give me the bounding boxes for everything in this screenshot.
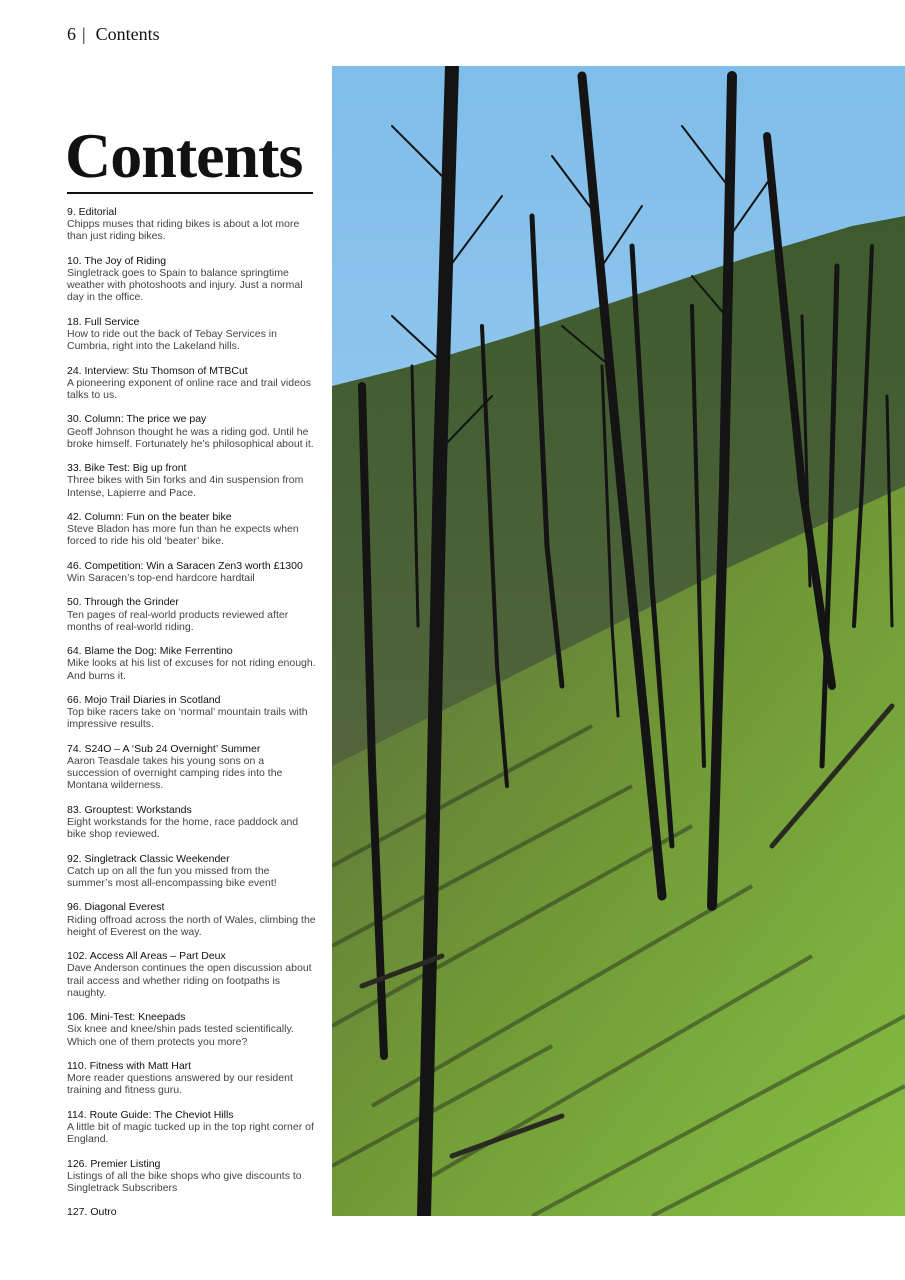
toc-entry[interactable] bbox=[67, 804, 317, 841]
toc-entry-heading: 96. Diagonal Everest bbox=[67, 901, 165, 914]
toc-entry-description: Top bike racers take on ‘normal’ mountain trails with impressive results. bbox=[67, 706, 308, 731]
toc-entry[interactable] bbox=[67, 694, 317, 731]
page-number: 6 bbox=[67, 24, 76, 44]
toc-entry-heading: 110. Fitness with Matt Hart bbox=[67, 1059, 192, 1072]
toc-entry-heading: 42. Column: Fun on the beater bike bbox=[67, 510, 232, 523]
burned-forest-photo bbox=[332, 66, 905, 1216]
toc-entry[interactable] bbox=[67, 645, 317, 682]
toc-entry[interactable] bbox=[67, 853, 317, 890]
toc-entry-heading: 18. Full Service bbox=[67, 315, 140, 328]
toc-entry-description: Aaron Teasdale takes his young sons on a succession of overnight camping rides into the Montana wilderness. bbox=[67, 754, 283, 792]
toc-entry-heading: 126. Premier Listing bbox=[67, 1157, 161, 1170]
toc-entry-heading: 33. Bike Test: Big up front bbox=[67, 462, 187, 475]
toc-entry-heading: 9. Editorial bbox=[67, 206, 117, 218]
toc-entry[interactable] bbox=[67, 1158, 317, 1195]
running-head bbox=[67, 24, 160, 45]
toc-entry-description: Riding offroad across the north of Wales, climbing the height of Everest on the way. bbox=[67, 913, 316, 938]
page-title: Contents bbox=[65, 120, 303, 191]
toc-entry-heading: 102. Access All Areas – Part Deux bbox=[67, 950, 226, 963]
toc-entry-heading: 83. Grouptest: Workstands bbox=[67, 803, 192, 816]
toc-entry[interactable] bbox=[67, 511, 317, 548]
toc-entry-description: How to ride out the back of Tebay Services in Cumbria, right into the Lakeland hills. bbox=[67, 328, 277, 353]
toc-entry-heading: 106. Mini-Test: Kneepads bbox=[67, 1011, 186, 1024]
toc-entry-heading: 92. Singletrack Classic Weekender bbox=[67, 852, 230, 865]
toc-entry[interactable] bbox=[67, 950, 317, 999]
toc-entry-heading: 50. Through the Grinder bbox=[67, 596, 179, 609]
toc-entry-description: Mike looks at his list of excuses for not riding enough. And burns it. bbox=[67, 657, 316, 682]
toc-entry-description: Geoff Johnson thought he was a riding god. Until he broke himself. Fortunately he’s philosophical about it. bbox=[67, 425, 314, 450]
toc-entry-heading: 114. Route Guide: The Cheviot Hills bbox=[67, 1108, 234, 1121]
toc-entry-heading: 64. Blame the Dog: Mike Ferrentino bbox=[67, 645, 233, 658]
toc-entry-description: Win Saracen’s top-end hardcore hardtail bbox=[67, 571, 255, 584]
toc-entry[interactable] bbox=[67, 560, 317, 584]
page-number-separator: | bbox=[82, 24, 86, 44]
toc-entry[interactable] bbox=[67, 255, 317, 304]
toc-entry-description: Chipps muses that riding bikes is about a lot more than just riding bikes. bbox=[67, 218, 300, 243]
toc-entry-description: Eight workstands for the home, race paddock and bike shop reviewed. bbox=[67, 815, 299, 841]
toc-entry-description: More reader questions answered by our resident training and fitness guru. bbox=[67, 1072, 293, 1097]
toc-entry[interactable] bbox=[67, 365, 317, 402]
toc-entry-description: Listings of all the bike shops who give discounts to Singletrack Subscribers bbox=[67, 1169, 302, 1194]
toc-entry[interactable] bbox=[67, 413, 317, 450]
toc-entry-description: A little bit of magic tucked up in the top right corner of England. bbox=[67, 1120, 314, 1146]
toc-entry-description: A pioneering exponent of online race and trail videos talks to us. bbox=[67, 376, 312, 401]
toc-entry-description: Steve Bladon has more fun than he expects when forced to ride his old ‘beater’ bike. bbox=[67, 523, 299, 548]
toc-entry[interactable] bbox=[67, 1011, 317, 1048]
contents-list bbox=[67, 206, 317, 1231]
toc-entry-heading: 66. Mojo Trail Diaries in Scotland bbox=[67, 693, 221, 706]
title-rule bbox=[67, 192, 313, 194]
toc-entry[interactable] bbox=[67, 462, 317, 499]
toc-entry-description: Six knee and knee/shin pads tested scientifically. Which one of them protects you more? bbox=[67, 1023, 294, 1048]
section-label: Contents bbox=[95, 24, 160, 44]
toc-entry-description: Singletrack goes to Spain to balance springtime weather with photoshoots and injury. Just a normal day in the office. bbox=[67, 267, 303, 304]
toc-entry[interactable] bbox=[67, 1206, 317, 1218]
toc-entry[interactable] bbox=[67, 206, 317, 243]
toc-entry[interactable] bbox=[67, 1109, 317, 1146]
toc-entry-heading: 46. Competition: Win a Saracen Zen3 worth £1300 bbox=[67, 559, 303, 572]
toc-entry[interactable] bbox=[67, 743, 317, 792]
toc-entry-description: Dave Anderson continues the open discussion about trail access and whether riding on footpaths is naughty. bbox=[67, 962, 312, 999]
toc-entry[interactable] bbox=[67, 1060, 317, 1097]
toc-entry-heading: 10. The Joy of Riding bbox=[67, 254, 167, 267]
toc-entry[interactable] bbox=[67, 901, 317, 938]
toc-entry-heading: 127. Outro bbox=[67, 1206, 117, 1219]
toc-entry-heading: 30. Column: The price we pay bbox=[67, 413, 207, 426]
toc-entry[interactable] bbox=[67, 316, 317, 353]
toc-entry[interactable] bbox=[67, 596, 317, 633]
toc-entry-heading: 24. Interview: Stu Thomson of MTBCut bbox=[67, 364, 248, 377]
toc-entry-description: Ten pages of real-world products reviewed after months of real-world riding. bbox=[67, 608, 289, 633]
toc-entry-description: Catch up on all the fun you missed from the summer’s most all-encompassing bike event! bbox=[67, 864, 277, 889]
toc-entry-heading: 74. S24O – A ‘Sub 24 Overnight’ Summer bbox=[67, 742, 261, 755]
toc-entry-description: Three bikes with 5in forks and 4in suspension from Intense, Lapierre and Pace. bbox=[67, 474, 304, 499]
